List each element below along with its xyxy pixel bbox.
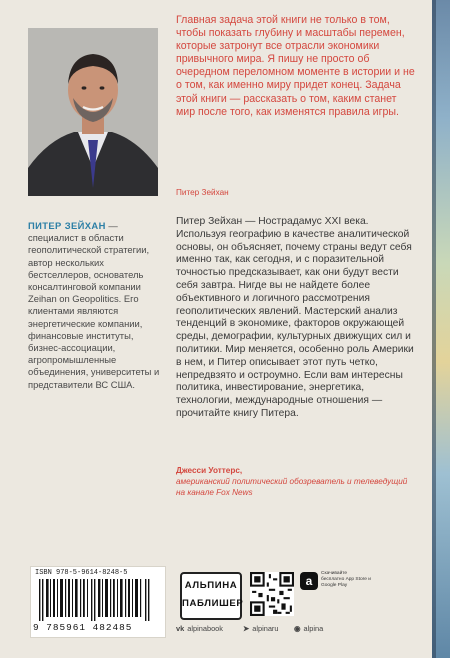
globe-icon: ◉ <box>294 624 301 633</box>
social-other-label: alpina <box>303 624 324 633</box>
barcode-bars <box>35 579 161 621</box>
social-telegram-label: alpinaru <box>252 624 279 633</box>
isbn-barcode <box>30 566 166 638</box>
review-quote-text: Питер Зейхан — Нострадамус XXI века. Используя географию в качестве аналитической основы, он объясняет, почему страны ведут себя именно так, как сегодня, и с поразительной точностью предсказывает, как они будут вести себя завтра. Нигде вы не найдете более объективного и логичного рассмотрения геополитических явлений. Мастерский анализ тенденций в экономике, факторов окружающей среды, демографии, культурных движущих сил и политики. Мир меняется, особенно роль Америки в нем, и Питер описывает этот путь четко, непредвзято и остроумно. Если вам интересны политика, инвестирование, энергетика, технологии, международные отношения — прочитайте книгу Питера. <box>176 216 414 419</box>
author-bio <box>28 220 168 391</box>
top-quote-author: Питер Зейхан <box>176 188 229 197</box>
author-photo <box>28 28 158 196</box>
isbn-label: ISBN 978-5-9614-8248-5 <box>35 569 128 577</box>
social-vk <box>176 624 223 633</box>
telegram-icon: ➤ <box>243 624 250 633</box>
store-text: Скачивайте бесплатно App Store и Google Play <box>321 571 371 588</box>
store-app-icon: a <box>300 572 318 590</box>
barcode-digits: 9 785961 482485 <box>33 622 133 633</box>
vk-icon: vk <box>176 624 185 633</box>
social-telegram <box>243 624 279 633</box>
qr-code <box>250 572 294 616</box>
publisher-logo-line2: ПАБЛИШЕР <box>182 598 244 609</box>
book-edge-map <box>432 0 450 658</box>
review-author: Джесси Уоттерс, <box>176 466 243 475</box>
author-name: ПИТЕР ЗЕЙХАН <box>28 220 106 231</box>
social-other <box>294 624 323 633</box>
top-quote-text: Главная задача этой книги не только в том, чтобы показать глубину и масштабы перемен, которые затронут все отрасли экономики привычного мира. Я пишу не просто об очередном переломном моменте в истории и не о том, как именно миру придет конец. Задача этой книги — рассказать о том, каким станет мир после того, как изменятся правила игры. <box>176 14 415 118</box>
author-bio-text: — специалист в области геополитической стратегии, автор нескольких бестселлеров, основатель консалтинговой компании Zeihan on Geopolitics. Его клиентами являются энергетические компании, финансовые институты, бизнес-ассоциации, агропромышленные объединения, университеты и представители ВС США. <box>28 220 160 390</box>
social-vk-label: alpinabook <box>187 624 223 633</box>
review-author-description: американский политический обозреватель и телеведущий на канале Fox News <box>176 477 408 497</box>
publisher-logo <box>180 572 242 620</box>
publisher-logo-line1: АЛЬПИНА <box>184 580 238 591</box>
